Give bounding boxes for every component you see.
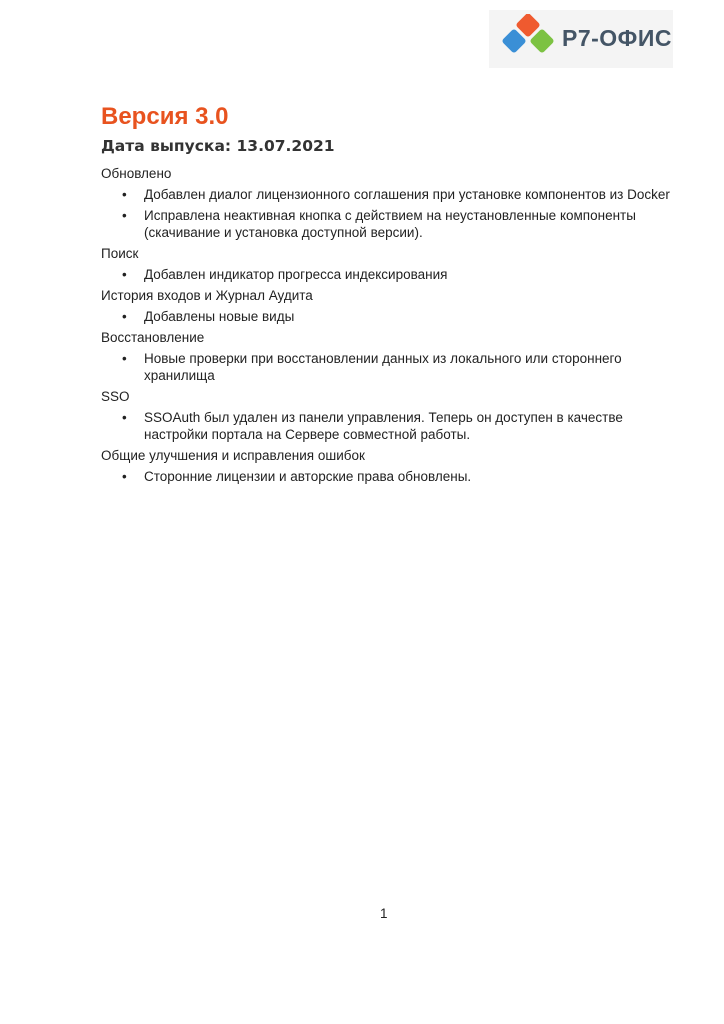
list-item-text: Новые проверки при восстановлении данных из локального или стороннего хранилища [144,351,622,383]
document-title: Версия 3.0 [101,103,229,130]
release-notes [101,165,681,489]
list-item [101,350,681,384]
section-heading: История входов и Журнал Аудита [101,288,313,303]
list-item-text: Добавлены новые виды [144,309,295,324]
item-list [101,409,681,443]
section-heading: Поиск [101,246,139,261]
release-date: Дата выпуска: 13.07.2021 [101,137,335,155]
list-item-text: SSOAuth был удален из панели управления. Теперь он доступен в качестве настройки портала на Сервере совместной работы. [144,410,623,442]
list-item-text: Сторонние лицензии и авторские права обновлены. [144,469,472,484]
item-list [101,468,681,485]
item-list [101,308,681,325]
list-item [101,308,681,325]
section-heading: SSO [101,389,130,404]
bullet-icon: • [122,351,127,366]
bullet-icon: • [122,469,127,484]
bullet-icon: • [122,187,127,202]
list-item-text: Добавлен индикатор прогресса индексирования [144,267,448,282]
list-item [101,409,681,443]
bullet-icon: • [122,208,127,223]
section-restore [101,329,681,384]
section-heading: Общие улучшения и исправления ошибок [101,448,365,463]
page-number: 1 [380,906,388,921]
list-item [101,468,681,485]
item-list [101,350,681,384]
bullet-icon: • [122,267,127,282]
list-item-text: Исправлена неактивная кнопка с действием на неустановленные компоненты (скачивание и установка доступной версии). [144,208,636,240]
section-search [101,245,681,283]
section-heading: Восстановление [101,330,205,345]
logo-text: Р7-ОФИС [562,25,672,51]
item-list [101,186,681,241]
item-list [101,266,681,283]
section-sso [101,388,681,443]
logo-diamonds-icon [497,14,561,66]
section-heading: Обновлено [101,166,172,181]
list-item [101,266,681,283]
section-general-improvements [101,447,681,485]
section-login-history [101,287,681,325]
r7-office-logo [489,10,673,68]
bullet-icon: • [122,309,127,324]
section-updated [101,165,681,241]
list-item [101,207,681,241]
bullet-icon: • [122,410,127,425]
list-item [101,186,681,203]
list-item-text: Добавлен диалог лицензионного соглашения при установке компонентов из Docker [144,187,670,202]
